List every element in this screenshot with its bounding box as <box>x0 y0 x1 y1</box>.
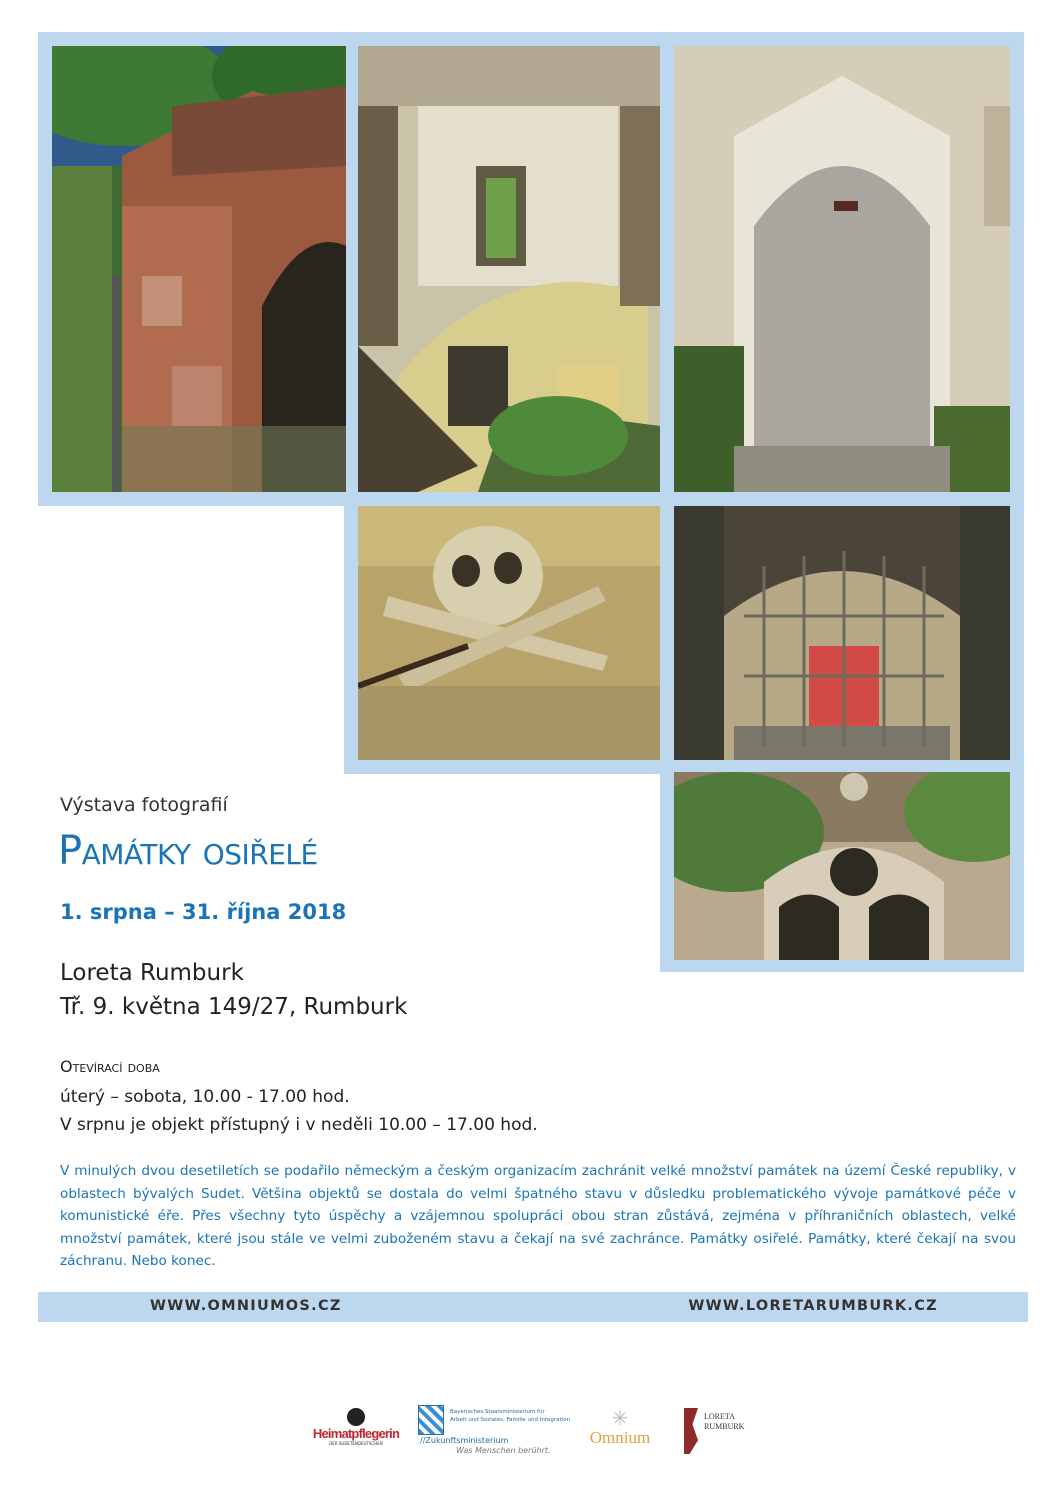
venue-address: Tř. 9. května 149/27, Rumburk <box>60 994 408 1020</box>
loretarumburk-link[interactable]: WWW.LORETARUMBURK.CZ <box>688 1298 938 1314</box>
links-bar <box>38 1292 1028 1322</box>
bavaria-line1: Bayerisches Staatsministerium für <box>450 1409 545 1415</box>
opening-hours-weekdays: úterý – sobota, 10.00 - 17.00 hod. <box>60 1087 350 1107</box>
loreta-line2: RUMBURK <box>704 1422 745 1431</box>
opening-hours-heading: Otevírací doba <box>60 1057 160 1076</box>
omnium-star-icon: ✳ <box>611 1406 629 1430</box>
loreta-line1: LORETA <box>704 1412 735 1421</box>
description-paragraph: V minulých dvou desetiletích se podařilo německým a českým organizacím zachránit velké množství památek na území České republiky, v oblastech bývalých Sudet. Většina objektů se dostala do velmi špatného stavu v důsledku problematického vývoje památkové péče v komunistické éře. Přes všechny tyto úspěchy a vzájemnou spolupráci obou stran zůstává, zejména v příhraničních oblastech, velké množství památek, které jsou stále ve velmi zuboženém stavu a čekají na své zachránce. Památky osiřelé. Památky, které čekají na svou záchranu. Nebo konec. <box>60 1163 1016 1269</box>
heimatpflegerin-emblem-icon <box>347 1408 365 1426</box>
heimatpflegerin-wordmark: Heimatpflegerin <box>312 1426 400 1441</box>
opening-hours-august: V srpnu je objekt přístupný i v neděli 10.00 – 17.00 hod. <box>60 1115 538 1135</box>
bavaria-line2: Arbeit und Soziales, Familie und Integration <box>450 1417 571 1423</box>
exhibition-dates: 1. srpna – 31. října 2018 <box>60 900 347 924</box>
loreta-emblem-icon <box>684 1408 698 1454</box>
photo-bricked-portal <box>674 46 1010 492</box>
opening-hours <box>60 1083 538 1139</box>
exhibition-title: Památky osiřelé <box>58 828 318 874</box>
photo-collapsed-interior <box>358 46 660 492</box>
photo-tracery-window <box>674 772 1010 960</box>
exhibition-subtitle: Výstava fotografií <box>60 794 228 816</box>
photo-skull-relief <box>358 506 660 760</box>
omniumos-link[interactable]: WWW.OMNIUMOS.CZ <box>150 1298 342 1314</box>
omnium-wordmark: Omnium <box>589 1428 651 1447</box>
heimatpflegerin-subtext: DER SUDETENDEUTSCHEN <box>329 1441 383 1446</box>
loreta-rumburk-logo <box>684 1408 754 1456</box>
photo-brick-gate <box>52 46 346 492</box>
bavarian-ministry-logo <box>416 1405 576 1455</box>
photo-scaffolded-chapel <box>674 506 1010 760</box>
bavarian-crest-icon <box>418 1405 444 1435</box>
zukunft-tagline: Was Menschen berührt. <box>456 1446 551 1455</box>
zukunft-wordmark: //Zukunftsministerium <box>420 1436 509 1445</box>
venue-block <box>60 956 407 1024</box>
heimatpflegerin-logo <box>308 1408 404 1458</box>
omnium-logo <box>578 1408 662 1454</box>
venue-name: Loreta Rumburk <box>60 960 244 986</box>
